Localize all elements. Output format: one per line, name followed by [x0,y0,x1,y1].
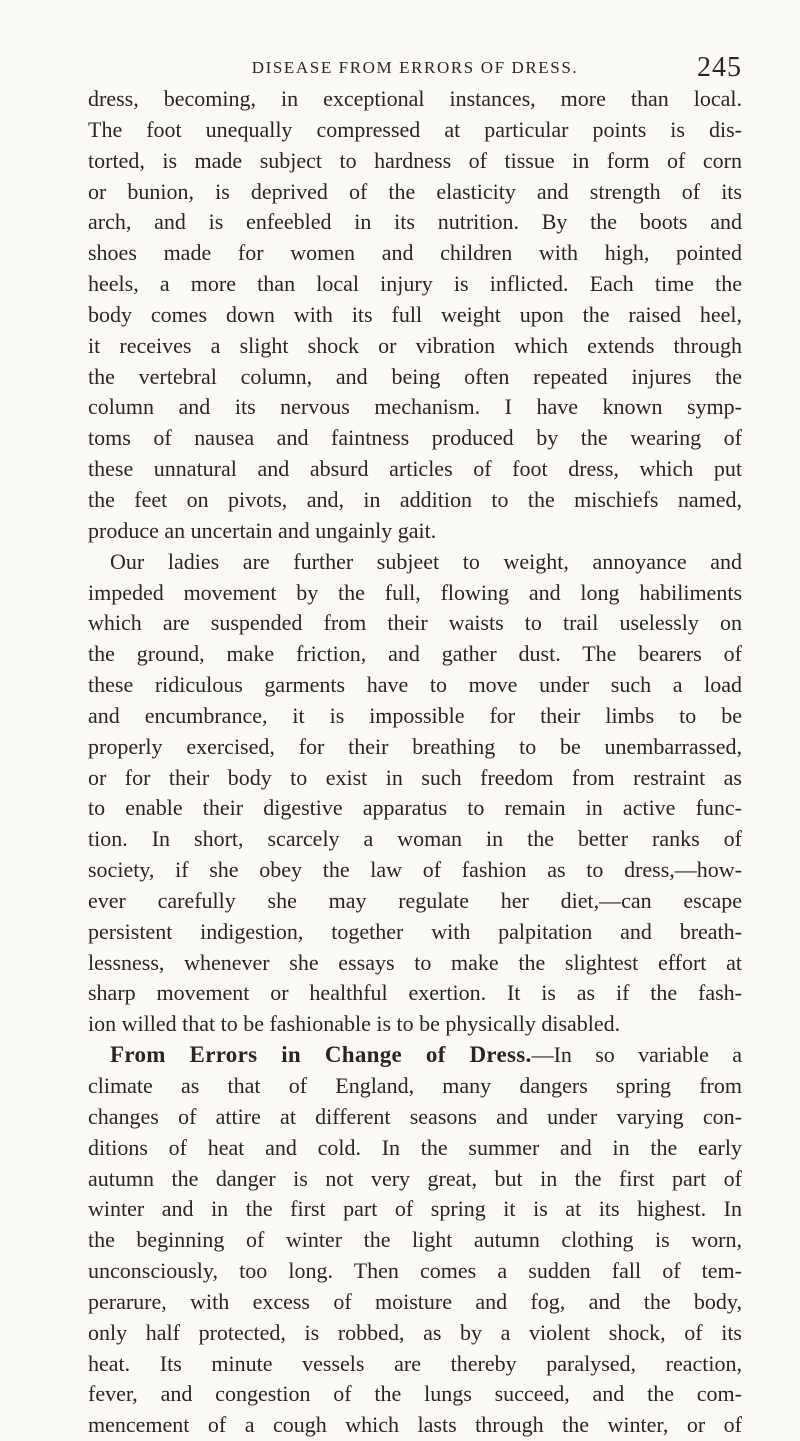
paragraph-foot-dress [88,84,742,547]
page-header [88,52,742,86]
text-line: fever, and congestion of the lungs succeed, and the com- [88,1381,742,1407]
text-line: which are suspended from their waists to trail uselessly on [88,610,742,636]
running-head: DISEASE FROM ERRORS OF DRESS. [251,58,579,77]
text-line: society, if she obey the law of fashion as to dress,—how- [88,857,742,883]
text-line: changes of attire at different seasons and under varying con- [88,1103,742,1129]
text-line: produce an uncertain and ungainly gait. [88,517,437,543]
page-number: 245 [697,52,742,83]
text-line: to enable their digestive apparatus to remain in active func- [88,795,742,821]
text-line: unconsciously, too long. Then comes a sudden fall of tem- [88,1258,742,1284]
paragraph-ladies-garments [88,547,742,1041]
text-line: lessness, whenever she essays to make the slightest effort at [88,949,742,975]
text-line: dress, becoming, in exceptional instances, more than local. [88,86,742,111]
text-line: properly exercised, for their breathing to be unembarrassed, [88,733,742,759]
text-line: winter and in the first part of spring it is at its highest. In [88,1196,742,1222]
text-line: toms of nausea and faintness produced by the wearing of [88,425,742,451]
section-heading: From Errors in Change of Dress. [110,1042,532,1068]
text-line: ditions of heat and cold. In the summer and in the early [88,1134,742,1160]
text-line: tion. In short, scarcely a woman in the better ranks of [88,826,742,852]
text-line: ever carefully she may regulate her diet,—can escape [88,887,742,913]
heading-continuation: —In so variable a [531,1042,742,1068]
text-line: The foot unequally compressed at particular points is dis- [88,116,742,142]
text-line: column and its nervous mechanism. I have known symp- [88,394,742,420]
text-line: these ridiculous garments have to move under such a load [88,672,742,698]
text-line: or for their body to exist in such freedom from restraint as [88,764,742,790]
text-line: body comes down with its full weight upon the raised heel, [88,301,742,327]
text-line: the ground, make friction, and gather dust. The bearers of [88,641,742,667]
text-line: shoes made for women and children with high, pointed [88,240,742,266]
text-line: persistent indigestion, together with palpitation and breath- [88,918,742,944]
text-line: the feet on pivots, and, in addition to the mischiefs named, [88,486,742,512]
paragraph-change-of-dress [88,1040,742,1441]
text-line: arch, and is enfeebled in its nutrition. By the boots and [88,209,742,235]
text-line: these unnatural and absurd articles of foot dress, which put [88,456,742,482]
text-line: it receives a slight shock or vibration which extends through [88,332,742,358]
text-line: impeded movement by the full, flowing and long habiliments [88,579,742,605]
text-line: mencement of a cough which lasts through the winter, or of [88,1412,742,1438]
page-body [88,84,742,1441]
text-line: sharp movement or healthful exertion. It is as if the fash- [88,980,742,1006]
text-line: ion willed that to be fashionable is to be physically disabled. [88,1011,621,1037]
text-line: perarure, with excess of moisture and fog, and the body, [88,1288,742,1314]
text-line [88,1040,742,1071]
text-line: only half protected, is robbed, as by a violent shock, of its [88,1319,742,1345]
text-line: the beginning of winter the light autumn clothing is worn, [88,1227,742,1253]
text-line: and encumbrance, it is impossible for their limbs to be [88,702,742,728]
text-line: climate as that of England, many dangers spring from [88,1073,742,1098]
text-line: or bunion, is deprived of the elasticity and strength of its [88,178,742,204]
text-line: heels, a more than local injury is inflicted. Each time the [88,271,742,297]
text-line: Our ladies are further subjeet to weight, annoyance and [110,548,742,574]
text-line: heat. Its minute vessels are thereby paralysed, reaction, [88,1350,742,1376]
text-line: autumn the danger is not very great, but in the first part of [88,1165,742,1191]
text-line: the vertebral column, and being often repeated injures the [88,363,742,389]
text-line: torted, is made subject to hardness of tissue in form of corn [88,147,742,173]
